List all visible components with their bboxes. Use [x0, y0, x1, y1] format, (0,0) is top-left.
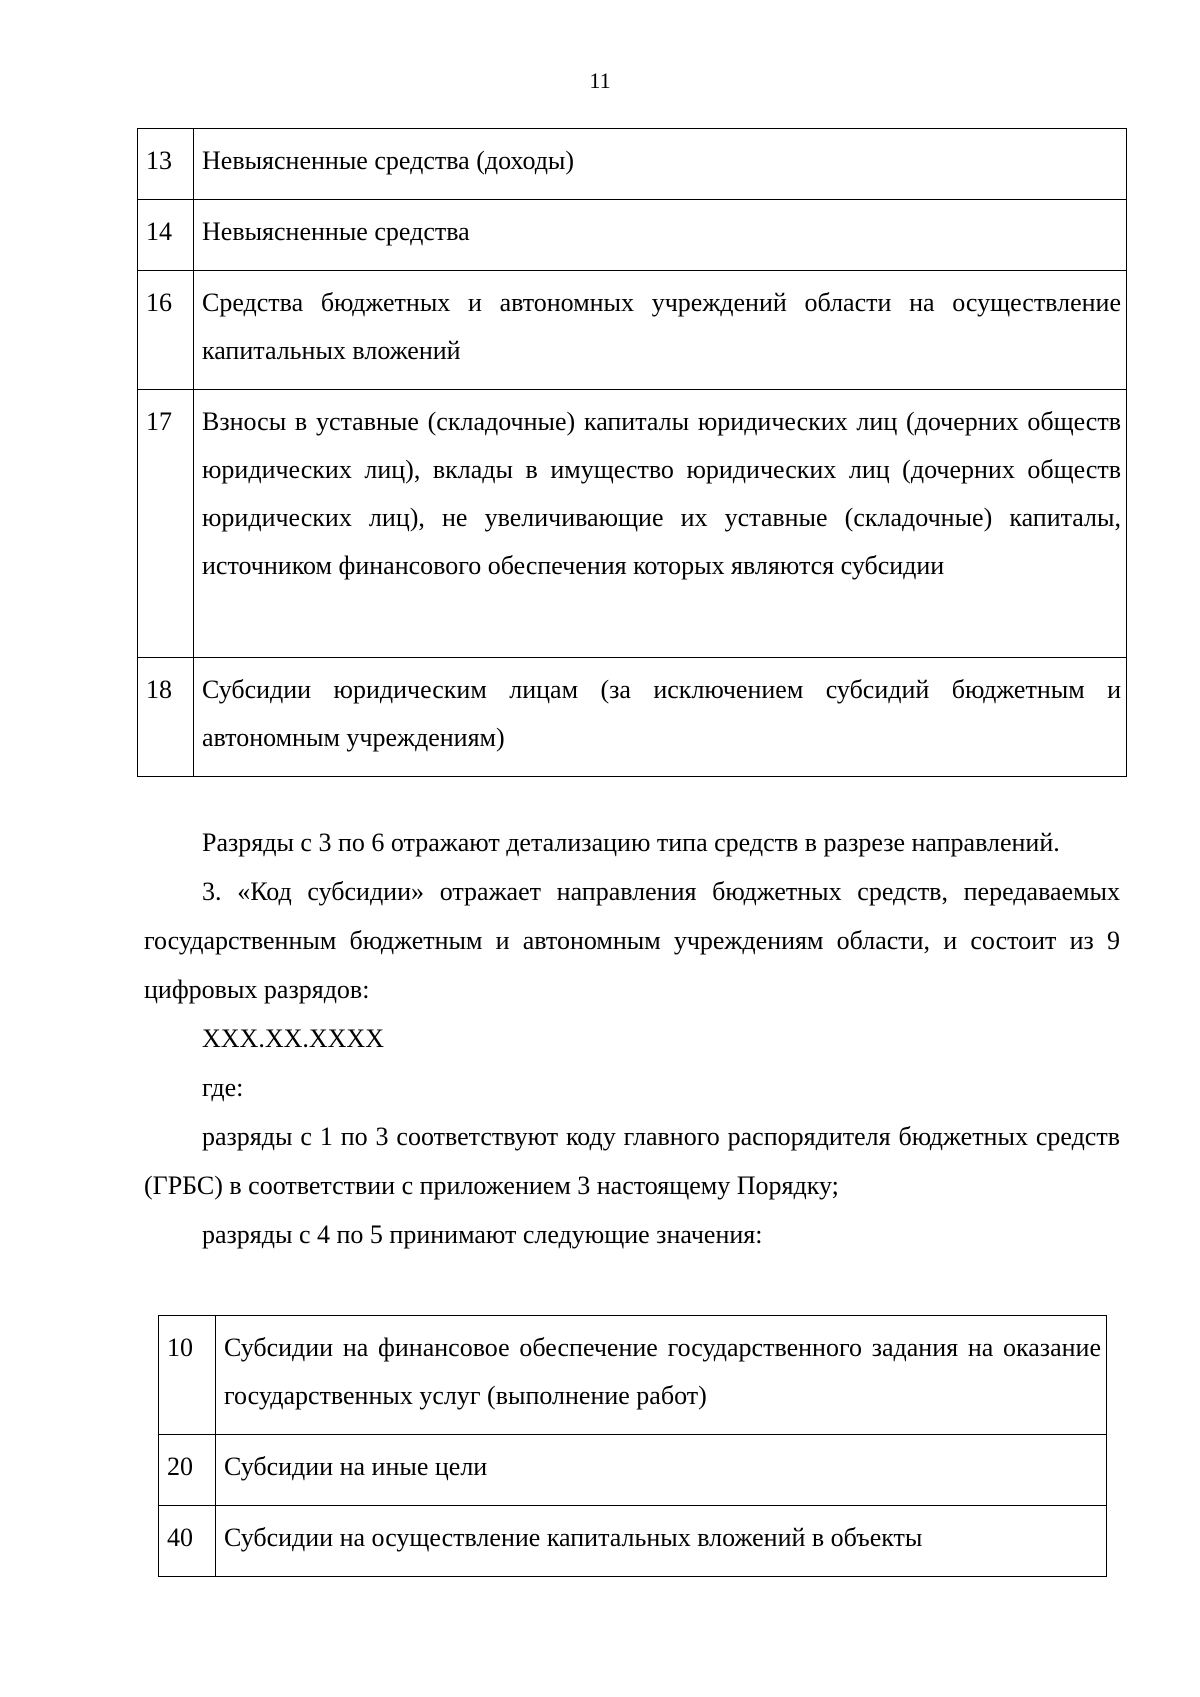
row-code: 17 — [138, 390, 194, 658]
paragraph-digits-3-6: Разряды с 3 по 6 отражают детализацию типа средств в разрезе направлений. — [202, 828, 1060, 857]
table-row — [159, 1506, 1107, 1577]
row-description: Субсидии на иные цели — [216, 1435, 1107, 1506]
table-row — [138, 390, 1127, 658]
table-row — [159, 1316, 1107, 1435]
table-row — [138, 271, 1127, 390]
row-code: 18 — [138, 658, 194, 777]
row-code: 40 — [159, 1506, 216, 1577]
paragraph-digits-1-3: разряды с 1 по 3 соответствуют коду главного распорядителя бюджетных средств (ГРБС) в соответствии с приложением 3 настоящему Порядку; — [144, 1122, 1120, 1200]
paragraph-subsidy-code: 3. «Код субсидии» отражает направления бюджетных средств, передаваемых государственным бюджетным и автономным учреждениям области, и состоит из 9 цифровых разрядов: — [144, 877, 1120, 1004]
row-description: Невыясненные средства (доходы) — [194, 129, 1127, 200]
table-row — [138, 200, 1127, 271]
row-description: Субсидии на осуществление капитальных вложений в объекты — [216, 1506, 1107, 1577]
subsidy-types-table — [158, 1315, 1107, 1577]
row-code: 10 — [159, 1316, 216, 1435]
row-description: Средства бюджетных и автономных учреждений области на осуществление капитальных вложений — [194, 271, 1127, 390]
table-row — [138, 129, 1127, 200]
page-number: 11 — [589, 68, 611, 93]
row-description: Взносы в уставные (складочные) капиталы юридических лиц (дочерних обществ юридических лиц), вклады в имущество юридических лиц (дочерних обществ юридических лиц), не увеличивающие их уставные (складочные) капиталы, источником финансового обеспечения которых являются субсидии — [194, 390, 1127, 658]
paragraph-digits-4-5: разряды с 4 по 5 принимают следующие значения: — [202, 1220, 763, 1249]
body-text — [144, 818, 1120, 1259]
types-table — [137, 128, 1127, 777]
row-code: 14 — [138, 200, 194, 271]
row-description: Невыясненные средства — [194, 200, 1127, 271]
code-format: ХХХ.ХХ.ХХХХ — [202, 1024, 384, 1053]
table-row — [159, 1435, 1107, 1506]
row-code: 20 — [159, 1435, 216, 1506]
row-description: Субсидии на финансовое обеспечение государственного задания на оказание государственных услуг (выполнение работ) — [216, 1316, 1107, 1435]
row-code: 13 — [138, 129, 194, 200]
paragraph-where: где: — [202, 1073, 244, 1102]
row-code: 16 — [138, 271, 194, 390]
row-description: Субсидии юридическим лицам (за исключением субсидий бюджетным и автономным учреждениям) — [194, 658, 1127, 777]
table-row — [138, 658, 1127, 777]
